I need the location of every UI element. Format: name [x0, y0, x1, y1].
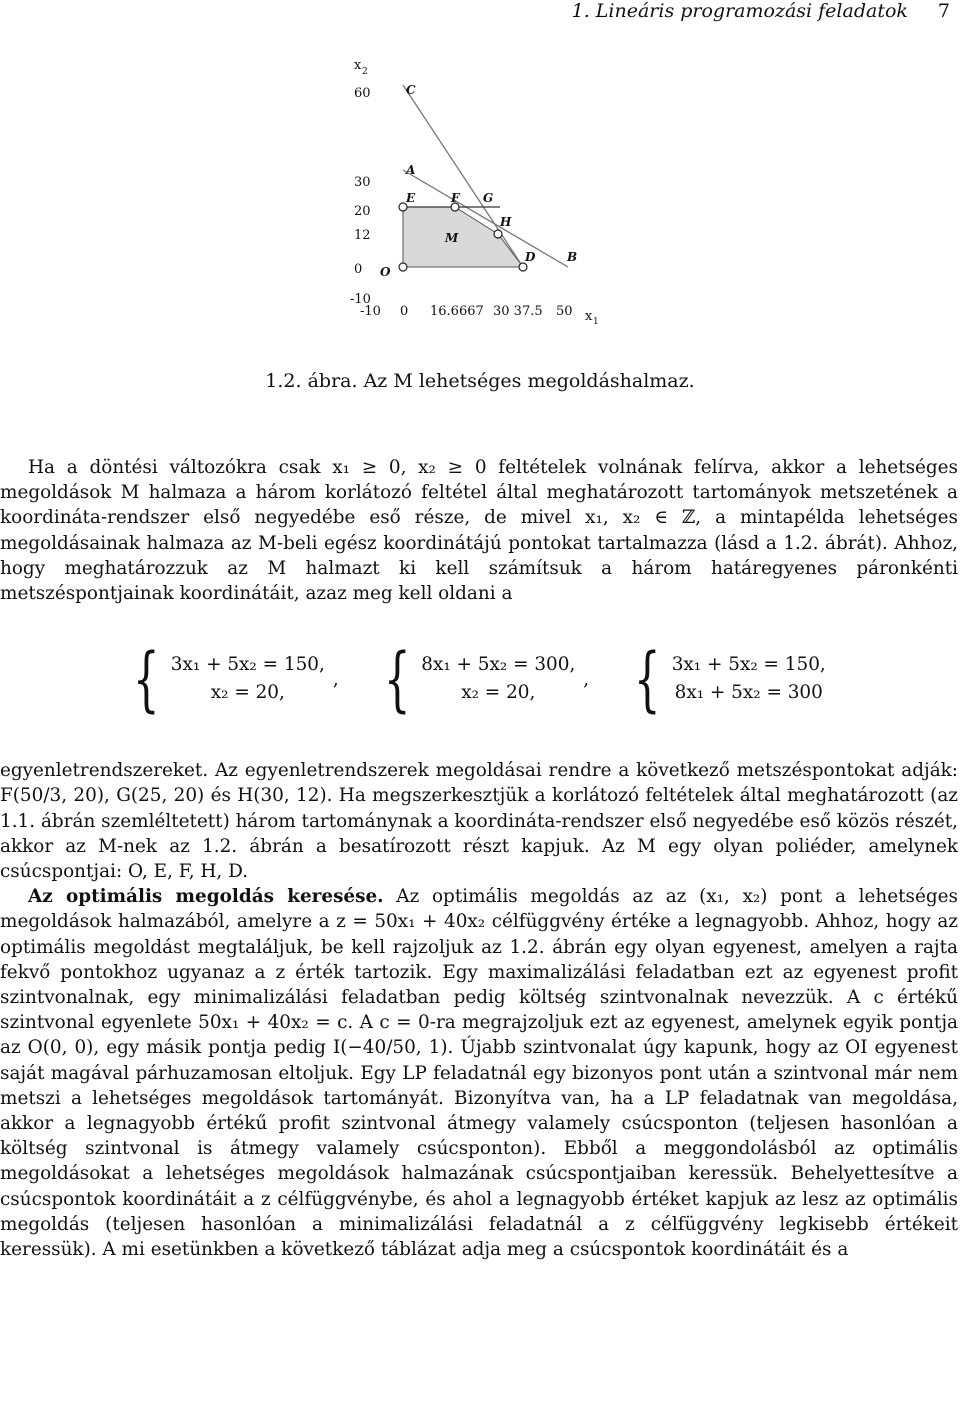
y-tick: 0 — [354, 262, 363, 277]
separator: , — [583, 668, 590, 690]
point-label-O: O — [380, 265, 391, 279]
feasible-region-figure — [320, 52, 620, 342]
brace: { — [634, 638, 661, 721]
paragraph-1: Ha a döntési változókra csak x₁ ≥ 0, x₂ ≥ 0 feltételek volnának felírva, akkor a lehetséges megoldások M halmaza a három korlátozó feltétel által meghatározott tartományok metszetének a koordináta-rendszer első negyedébe eső része, de mivel x₁, x₂ ∈ ℤ, a mintapélda lehetséges megoldásainak halmaza az M-beli egész koordinátájú pontokat tartalmazza (lásd a 1.2. ábrát). Ahhoz, hogy meghatározzuk az M halmazt ki kell számítsuk a három határegyenes páronkénti metszéspontjainak koordinátáit, azaz meg kell oldani a — [0, 457, 958, 605]
equation-line: x₂ = 20, — [461, 682, 536, 704]
svg-text:2: 2 — [362, 67, 368, 77]
brace: { — [133, 638, 160, 721]
svg-text:1: 1 — [593, 317, 599, 327]
point-label-A: A — [406, 163, 416, 177]
paragraph-3 — [0, 884, 958, 1262]
equation-system-3 — [625, 638, 834, 721]
point-label-H: H — [500, 215, 512, 229]
separator: , — [332, 668, 339, 690]
x-tick: 0 — [400, 304, 409, 319]
equation-systems — [0, 638, 958, 721]
point-label-G: G — [483, 191, 494, 205]
equation-line: x₂ = 20, — [210, 682, 285, 704]
equation-line: 3x₁ + 5x₂ = 150, — [671, 654, 826, 676]
figure-caption: 1.2. ábra. Az M lehetséges megoldáshalmaz. — [265, 370, 695, 392]
equation-system-2 — [375, 638, 590, 721]
section-heading: Az optimális megoldás keresése. — [28, 886, 384, 908]
equation-line: 8x₁ + 5x₂ = 300, — [421, 654, 576, 676]
x-tick: -10 — [360, 304, 381, 319]
brace: { — [383, 638, 411, 721]
point-label-C: C — [406, 83, 416, 97]
equation-line: 3x₁ + 5x₂ = 150, — [170, 654, 325, 676]
equation-line: 8x₁ + 5x₂ = 300 — [674, 682, 823, 704]
point-label-E: E — [406, 191, 416, 205]
y-tick: 30 — [354, 175, 371, 190]
x-axis-label: x — [585, 309, 593, 324]
vertex-H-marker — [494, 230, 502, 238]
y-tick: 20 — [354, 204, 371, 219]
running-header — [0, 0, 950, 30]
vertex-D-marker — [519, 263, 527, 271]
body-text — [0, 455, 958, 1262]
point-label-F: F — [451, 191, 460, 205]
y-tick: 12 — [354, 228, 371, 243]
y-tick: -10 — [350, 292, 371, 307]
point-label-B: B — [567, 250, 578, 264]
equation-system-1 — [124, 638, 339, 721]
x-tick: 50 — [556, 304, 573, 319]
header-title: 1. Lineáris programozási feladatok — [571, 0, 908, 22]
y-tick: 60 — [354, 86, 371, 101]
point-label-D: D — [525, 250, 536, 264]
x-tick: 16.6667 — [430, 304, 484, 319]
point-label-M: M — [445, 231, 459, 245]
paragraph-2: egyenletrendszereket. Az egyenletrendszerek megoldásai rendre a következő metszéspontokat adják: F(50/3, 20), G(25, 20) és H(30, 12). Ha megszerkesztjük a korlátozó feltételek által meghatározott (az 1.1. ábrán szemléltetett) három tartománynak a koordináta-rendszer első negyedébe eső közös részét, akkor az M-nek az 1.2. ábrán a besatírozott részt kapjuk. Az M egy olyan poliéder, amelynek csúcspontjai: O, E, F, H, D. — [0, 760, 958, 883]
vertex-O-marker — [399, 263, 407, 271]
x-tick: 30 37.5 — [493, 304, 543, 319]
paragraph-3-text: Az optimális megoldás az az (x₁, x₂) pont a lehetséges megoldások halmazából, amelyre a z = 50x₁ + 40x₂ célfüggvény értéke a legnagyobb. Ahhoz, hogy az optimális megoldást megtaláljuk, be kell rajzoljuk az 1.2. ábrán egy olyan egyenest, amelyen a rajta fekvő pontokhoz ugyanaz a z érték tartozik. Egy maximalizálási feladatban ezt az egyenest profit szintvonalnak, egy minimalizálási feladatban pedig költség szintvonalnak nevezzük. A c értékű szintvonal egyenlete 50x₁ + 40x₂ = c. A c = 0-ra megrajzoljuk ezt az egyenest, amelynek egyik pontja az O(0, 0), egy másik pontja pedig I(−40/50, 1). Újabb szintvonalat úgy kapunk, hogy az OI egyenest saját magával párhuzamosan eltoljuk. Egy LP feladatnál egy bizonyos pont után a szintvonal már nem metszi a lehetséges megoldások tartományát. Bizonyítva van, ha a LP feladatnak van megoldása, akkor a legnagyobb értékű profit szintvonal átmegy valamely csúcsponton (teljesen hasonlóan a költség szintvonal is átmegy valamely csúcsponton). Ebből a meggondolásból az optimális megoldásokat a lehetséges megoldások halmazának csúcspontjaiban keressük. Behelyettesítve a csúcspontok koordinátáit a z célfüggvénybe, és ahol a legnagyobb értéket kapjuk az lesz az optimális megoldás (teljesen hasonlóan a minimalizálási feladatnál a z célfüggvény legkisebb értékeit keressük). A mi esetünkben a következő táblázat adja meg a csúcspontok koordinátáit és a — [0, 886, 958, 1261]
page-number: 7 — [937, 0, 950, 22]
y-axis-label: x — [354, 58, 362, 73]
